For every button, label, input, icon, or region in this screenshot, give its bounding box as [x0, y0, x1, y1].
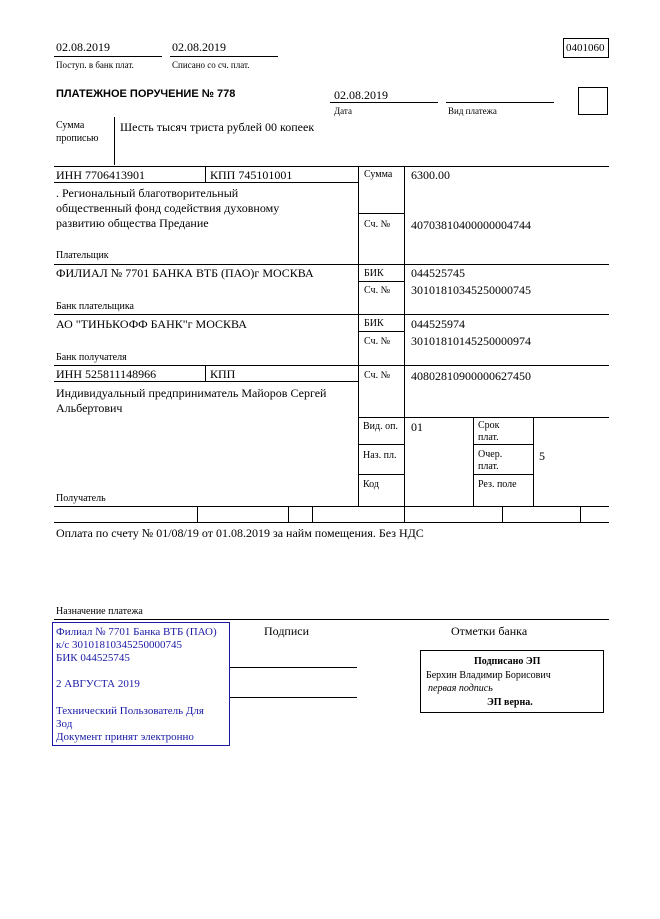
signed-ep-title: Подписано ЭП [474, 656, 541, 667]
page-title: ПЛАТЕЖНОЕ ПОРУЧЕНИЕ № 778 [56, 88, 236, 100]
payee-account-label: Сч. № [364, 370, 391, 381]
col-line-srok [473, 417, 474, 506]
payer-name-3: развитию общества Предание [56, 216, 209, 230]
payee-bank-bik-label: БИК [364, 318, 384, 329]
payee-bank-name: АО "ТИНЬКОФФ БАНК"г МОСКВА [56, 317, 247, 331]
row-line-nazpl-bottom [358, 474, 404, 475]
payer-label: Плательщик [56, 250, 109, 261]
payer-bank-label: Банк плательщика [56, 301, 134, 312]
amount-words-label-2: прописью [56, 133, 99, 144]
payee-bank-label: Банк получателя [56, 352, 127, 363]
row-line-srok-bottom [473, 444, 533, 445]
payer-bank-corr-label: Сч. № [364, 285, 391, 296]
payee-bank-bik: 044525974 [411, 317, 465, 331]
tax-cell-1 [197, 506, 198, 522]
row-line-payee-bank [54, 365, 609, 366]
payer-name-2: общественный фонд содействия духовному [56, 201, 280, 215]
row-line-payee-inn-bottom [54, 381, 358, 382]
srok-label-2: плат. [478, 432, 499, 443]
signatures-label: Подписи [264, 624, 310, 638]
col-line-main [358, 166, 359, 506]
col-line-labels [404, 166, 405, 506]
first-signature: первая подпись [428, 683, 493, 694]
vid-op-label: Вид. оп. [363, 421, 398, 432]
ocher-label-2: плат. [478, 461, 499, 472]
col-line-srok-right [533, 417, 534, 506]
col-line-kpp1 [205, 166, 206, 182]
payee-name-1: Индивидуальный предприниматель Майоров Сергей [56, 386, 327, 400]
row-line-sum-bottom [358, 213, 404, 214]
stamp-line-4: 2 АВГУСТА 2019 [56, 678, 140, 690]
tax-cell-3 [312, 506, 313, 522]
amount-words-divider [114, 117, 115, 165]
stamp-line-3: БИК 044525745 [56, 652, 130, 664]
row-line-inn-bottom [54, 182, 358, 183]
stamp-line-7: Документ принят электронно [56, 731, 194, 743]
payee-inn: ИНН 525811148966 [56, 367, 157, 381]
payee-bank-corr: 30101810145250000974 [411, 334, 531, 348]
payee-label: Получатель [56, 493, 106, 504]
received-label: Поступ. в банк плат. [56, 60, 134, 70]
purpose-text: Оплата по счету № 01/08/19 от 01.08.2019 за найм помещения. Без НДС [56, 526, 424, 540]
signer-name: Берхин Владимир Борисович [426, 670, 551, 681]
order-date-label: Дата [334, 106, 352, 116]
payment-type-line [446, 102, 554, 103]
rez-label: Рез. поле [478, 479, 517, 490]
purpose-bottom-line [54, 619, 609, 620]
row-line-bik2 [358, 331, 404, 332]
row-line-account3-bottom [358, 417, 609, 418]
stamp-line-6: Зод [56, 718, 73, 730]
amount-value: 6300.00 [411, 168, 450, 182]
received-date-line [54, 56, 162, 57]
row-line-bik1 [358, 281, 404, 282]
payee-bank-corr-label: Сч. № [364, 336, 391, 347]
payee-kpp: КПП [210, 367, 236, 381]
payer-account: 40703810400000004744 [411, 218, 531, 232]
naz-pl-label: Наз. пл. [363, 450, 397, 461]
amount-words-label-1: Сумма [56, 120, 85, 131]
payee-name-2: Альбертович [56, 401, 123, 415]
payer-bank-corr: 30101810345250000745 [411, 283, 531, 297]
col-line-kpp2 [205, 365, 206, 381]
bank-marks-label: Отметки банка [451, 624, 528, 638]
purpose-label: Назначение платежа [56, 606, 143, 617]
amount-words-value: Шесть тысяч триста рублей 00 копеек [120, 120, 315, 134]
row-line-ocher-bottom [473, 474, 533, 475]
ocher-value: 5 [539, 449, 545, 463]
payer-inn: ИНН 7706413901 [56, 168, 145, 182]
kod-label: Код [363, 479, 379, 490]
stamp-line-1: Филиал № 7701 Банка ВТБ (ПАО) [56, 626, 217, 638]
payer-account-label: Сч. № [364, 219, 391, 230]
received-date: 02.08.2019 [56, 40, 110, 54]
row-line-payer [54, 264, 609, 265]
row-line-inn [54, 166, 609, 167]
payer-name-1: . Региональный благотворительный [56, 186, 239, 200]
tax-cell-4 [404, 506, 405, 522]
payment-type-label: Вид платежа [448, 106, 497, 116]
order-date: 02.08.2019 [334, 88, 388, 102]
srok-label-1: Срок [478, 420, 500, 431]
row-line-payer-bank [54, 314, 609, 315]
payer-bank-bik-label: БИК [364, 268, 384, 279]
ep-verified: ЭП верна. [487, 697, 533, 708]
tax-cell-6 [580, 506, 581, 522]
row-line-vidop-bottom [358, 444, 404, 445]
debited-date-line [170, 56, 278, 57]
row-line-payee [54, 506, 609, 507]
amount-label: Сумма [364, 169, 393, 180]
tax-cell-2 [288, 506, 289, 522]
signature-line-1 [230, 667, 357, 668]
debited-label: Списано со сч. плат. [172, 60, 250, 70]
tax-cell-5 [502, 506, 503, 522]
ocher-label-1: Очер. [478, 449, 503, 460]
stamp-line-2: к/с 30101810345250000745 [56, 639, 183, 651]
signature-line-2 [230, 697, 357, 698]
form-code: 0401060 [566, 42, 605, 54]
vid-op-value: 01 [411, 420, 423, 434]
payer-bank-name: ФИЛИАЛ № 7701 БАНКА ВТБ (ПАО)г МОСКВА [56, 266, 314, 280]
payee-account: 40802810900000627450 [411, 369, 531, 383]
order-date-line [330, 102, 438, 103]
payer-kpp: КПП 745101001 [210, 168, 293, 182]
stamp-line-5: Технический Пользователь Для [56, 705, 204, 717]
row-line-tax [54, 522, 609, 523]
payer-bank-bik: 044525745 [411, 266, 465, 280]
payment-type-box [578, 87, 608, 115]
debited-date: 02.08.2019 [172, 40, 226, 54]
